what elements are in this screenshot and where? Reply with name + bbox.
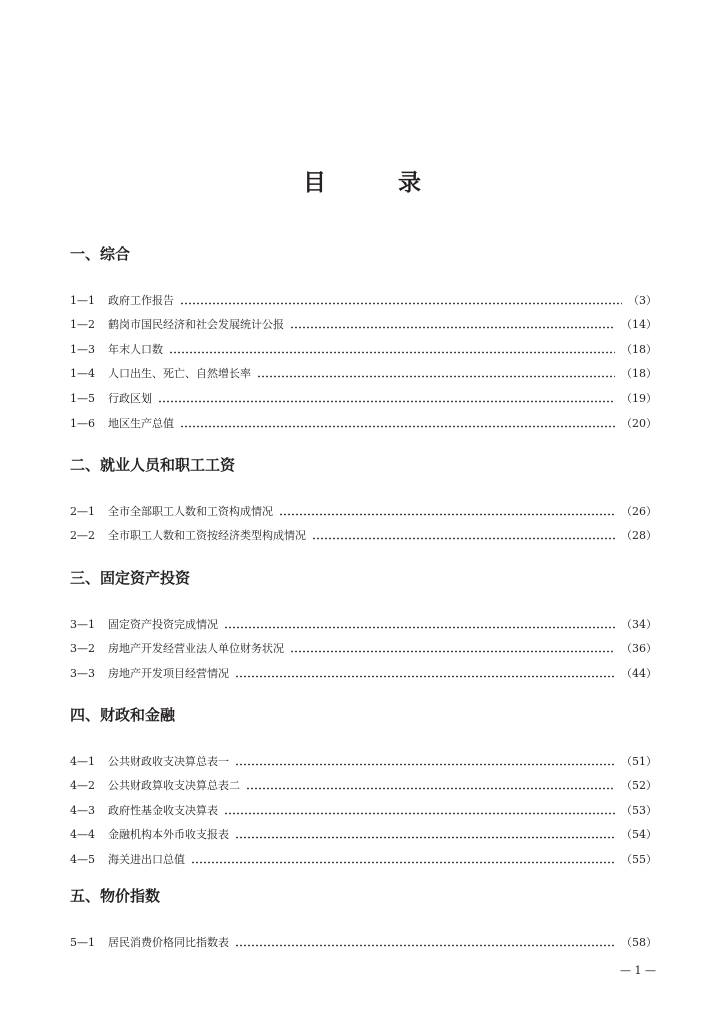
section-heading: 三、固定资产投资 <box>70 569 191 587</box>
entry-title: 金融机构本外币收支报表 <box>108 828 229 842</box>
dot-leader <box>235 936 615 947</box>
entry-page: （44） <box>621 666 657 680</box>
entry-page: （19） <box>621 391 657 405</box>
entry-page: （14） <box>621 318 657 332</box>
section-heading: 四、财政和金融 <box>70 706 176 724</box>
entry-page: （53） <box>621 803 657 817</box>
dot-leader <box>312 529 615 540</box>
toc-entry[interactable] <box>70 744 657 769</box>
dot-leader <box>224 804 615 815</box>
entry-number: 4—3 <box>70 803 95 817</box>
toc-entry[interactable] <box>70 308 657 333</box>
entry-page: （18） <box>621 367 657 381</box>
entry-title: 海关进出口总值 <box>108 852 185 866</box>
section-heading: 一、综合 <box>70 245 131 263</box>
toc-entry[interactable] <box>70 332 657 357</box>
section-heading: 五、物价指数 <box>70 887 161 905</box>
entry-number: 1—6 <box>70 416 95 430</box>
entry-number: 4—2 <box>70 779 95 793</box>
entry-title: 鹤岗市国民经济和社会发展统计公报 <box>108 318 284 332</box>
entry-title: 行政区划 <box>108 391 152 405</box>
entry-title: 固定资产投资完成情况 <box>108 617 218 631</box>
entry-page: （26） <box>621 504 657 518</box>
entry-number: 1—5 <box>70 391 95 405</box>
entry-title: 全市职工人数和工资按经济类型构成情况 <box>108 529 306 543</box>
toc-entry[interactable] <box>70 357 657 382</box>
entry-number: 1—1 <box>70 293 95 307</box>
toc-section-investment <box>70 565 657 681</box>
dot-leader <box>180 294 622 305</box>
entry-title: 政府工作报告 <box>108 293 174 307</box>
entry-title: 全市全部职工人数和工资构成情况 <box>108 504 273 518</box>
entry-number: 4—5 <box>70 852 95 866</box>
entry-number: 4—1 <box>70 754 95 768</box>
toc-section-employment <box>70 452 657 543</box>
entry-number: 3—2 <box>70 642 95 656</box>
page-number: — 1 — <box>620 964 656 977</box>
toc-section-finance <box>70 702 657 867</box>
entry-page: （3） <box>628 293 657 307</box>
dot-leader <box>158 392 615 403</box>
entry-page: （55） <box>621 852 657 866</box>
entry-title: 居民消费价格同比指数表 <box>108 935 229 949</box>
toc-entry[interactable] <box>70 607 657 632</box>
entry-number: 1—4 <box>70 367 95 381</box>
toc-entry[interactable] <box>70 656 657 681</box>
entry-page: （34） <box>621 617 657 631</box>
dot-leader <box>235 828 615 839</box>
entry-number: 3—1 <box>70 617 95 631</box>
entry-number: 1—3 <box>70 342 95 356</box>
entry-page: （36） <box>621 642 657 656</box>
dot-leader <box>246 779 615 790</box>
dot-leader <box>235 755 615 766</box>
entry-page: （52） <box>621 779 657 793</box>
toc-entry[interactable] <box>70 793 657 818</box>
entry-page: （18） <box>621 342 657 356</box>
entry-page: （54） <box>621 828 657 842</box>
entry-number: 2—1 <box>70 504 95 518</box>
dot-leader <box>279 505 615 516</box>
toc-entry[interactable] <box>70 632 657 657</box>
entry-title: 公共财政算收支决算总表二 <box>108 779 240 793</box>
toc-entry[interactable] <box>70 283 657 308</box>
toc-section-general <box>70 241 657 431</box>
entry-title: 人口出生、死亡、自然增长率 <box>108 367 251 381</box>
dot-leader <box>180 417 615 428</box>
dot-leader <box>290 318 615 329</box>
toc-entry[interactable] <box>70 925 657 950</box>
entry-title: 房地产开发经营业法人单位财务状况 <box>108 642 284 656</box>
entry-title: 地区生产总值 <box>108 416 174 430</box>
entry-number: 1—2 <box>70 318 95 332</box>
toc-entry[interactable] <box>70 494 657 519</box>
entry-title: 年末人口数 <box>108 342 163 356</box>
entry-number: 5—1 <box>70 935 95 949</box>
toc-section-prices <box>70 883 657 950</box>
entry-title: 政府性基金收支决算表 <box>108 803 218 817</box>
dot-leader <box>290 642 615 653</box>
toc-entry[interactable] <box>70 381 657 406</box>
dot-leader <box>191 853 615 864</box>
dot-leader <box>169 343 615 354</box>
entry-number: 3—3 <box>70 666 95 680</box>
entry-page: （58） <box>621 935 657 949</box>
dot-leader <box>235 667 615 678</box>
toc-entry[interactable] <box>70 769 657 794</box>
entry-title: 房地产开发项目经营情况 <box>108 666 229 680</box>
entry-page: （28） <box>621 529 657 543</box>
dot-leader <box>257 367 615 378</box>
page-title: 目录 <box>303 170 493 196</box>
entry-title: 公共财政收支决算总表一 <box>108 754 229 768</box>
section-heading: 二、就业人员和职工工资 <box>70 456 236 474</box>
dot-leader <box>224 618 615 629</box>
toc-entry[interactable] <box>70 818 657 843</box>
entry-page: （51） <box>621 754 657 768</box>
toc-entry[interactable] <box>70 842 657 867</box>
toc-entry[interactable] <box>70 519 657 544</box>
entry-number: 4—4 <box>70 828 95 842</box>
entry-number: 2—2 <box>70 529 95 543</box>
toc-entry[interactable] <box>70 406 657 431</box>
entry-page: （20） <box>621 416 657 430</box>
